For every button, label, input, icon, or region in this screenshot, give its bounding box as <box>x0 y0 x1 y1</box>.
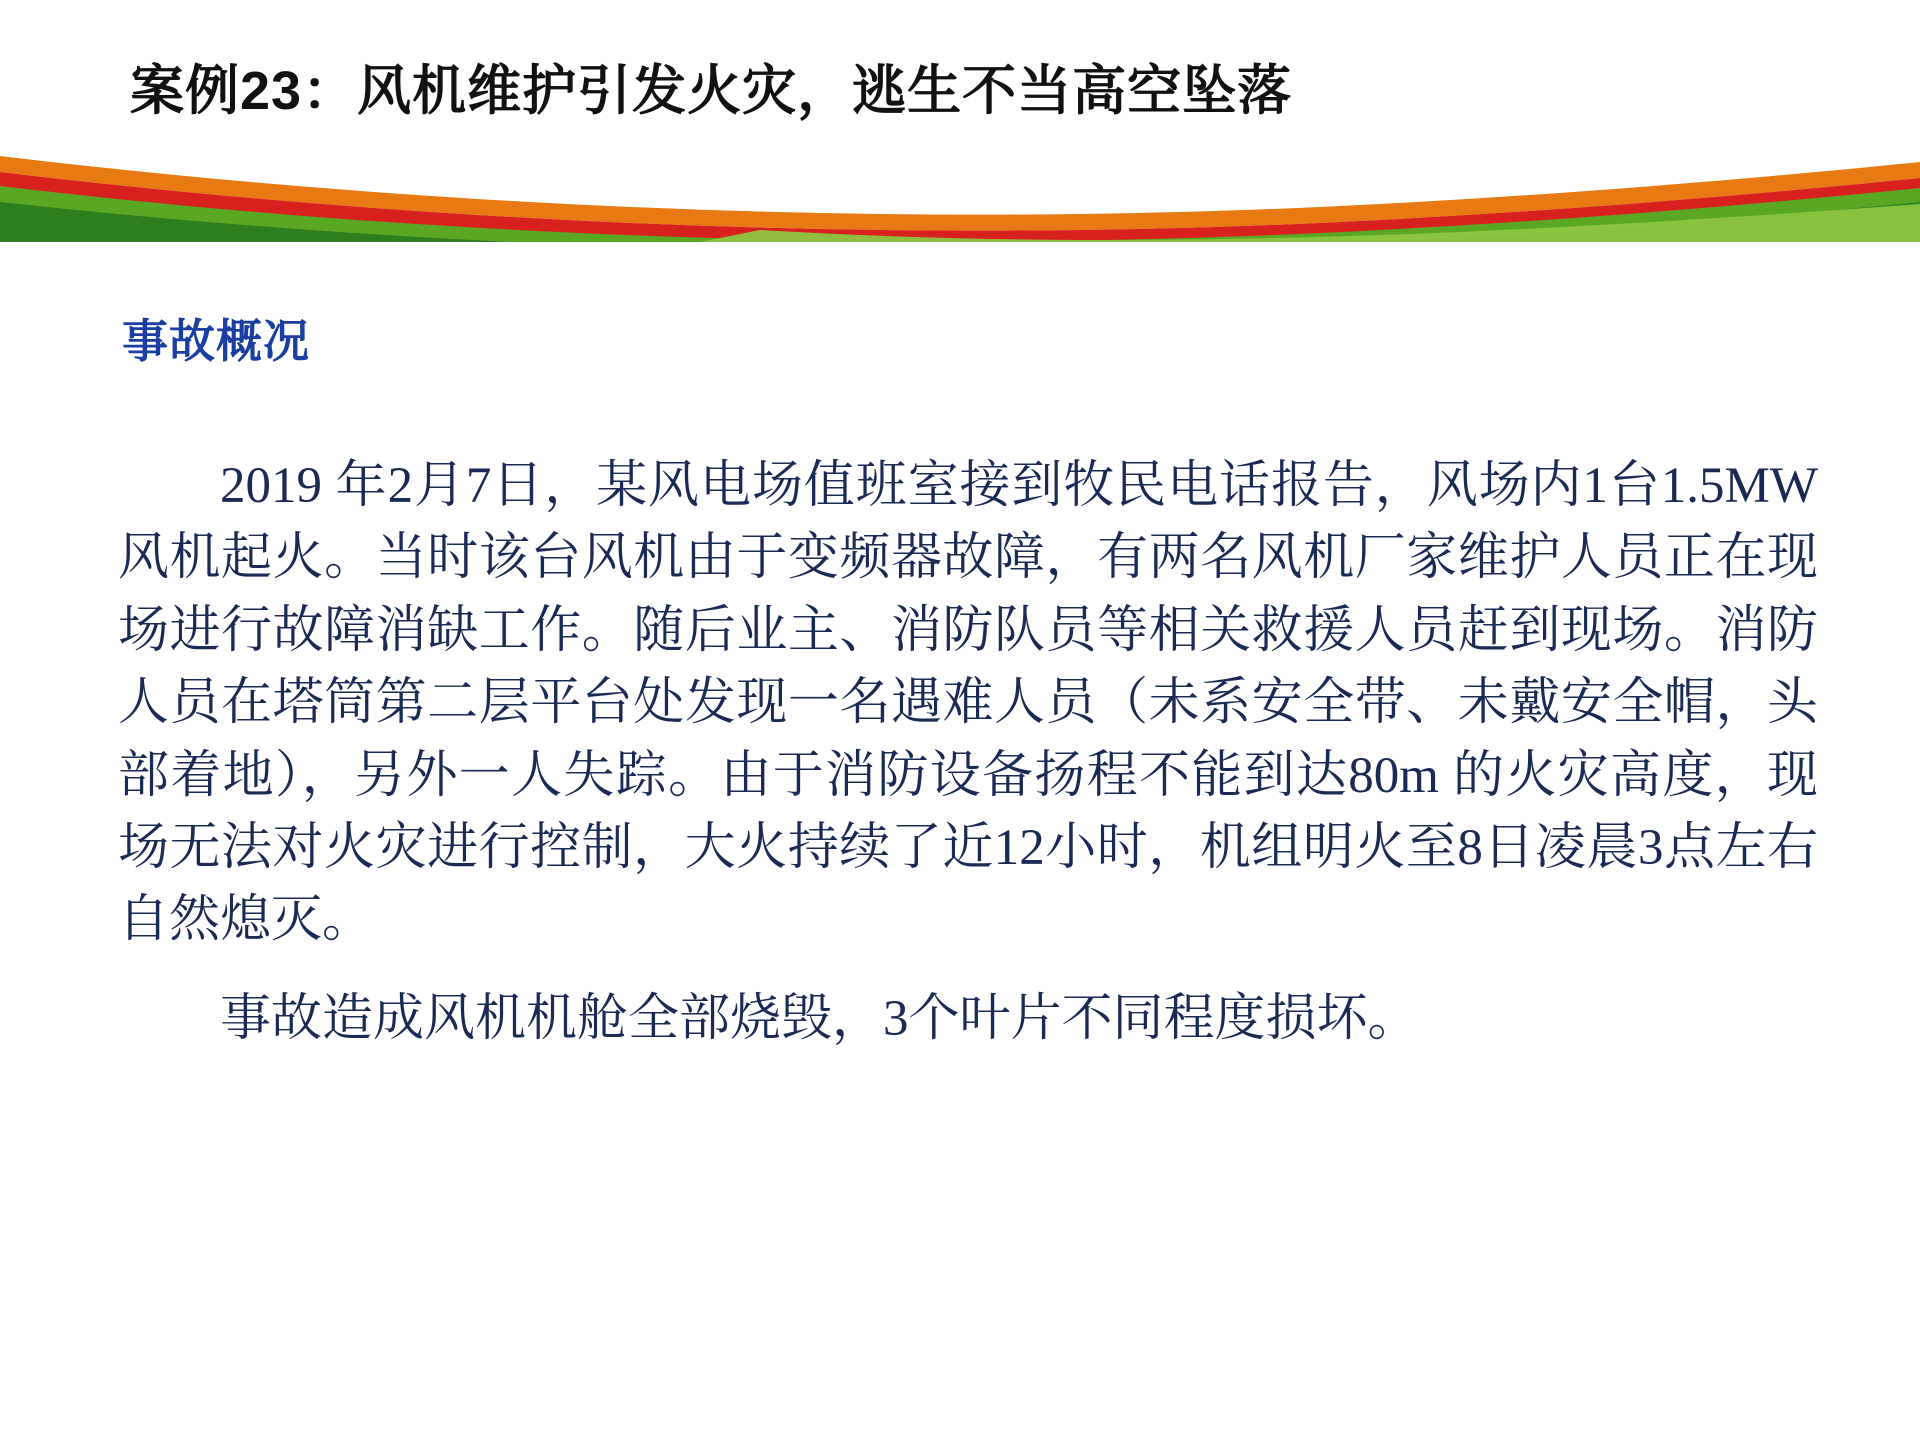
section-heading: 事故概况 <box>122 315 310 367</box>
decorative-banner <box>0 152 1920 242</box>
page-title: 案例23：风机维护引发火灾，逃生不当高空坠落 <box>130 61 1293 121</box>
body-content <box>118 450 1818 1055</box>
paragraph-1: 2019 年2月7日，某风电场值班室接到牧民电话报告，风场内1台1.5MW风机起火。当时该台风机由于变频器故障，有两名风机厂家维护人员正在现场进行故障消缺工作。随后业主、消防队员等相关救援人员赶到现场。消防人员在塔筒第二层平台处发现一名遇难人员（未系安全带、未戴安全帽，头部着地），另外一人失踪。由于消防设备扬程不能到达80m 的火灾高度，现场无法对火灾进行控制，大火持续了近12小时，机组明火至8日凌晨3点左右自然熄灭。 <box>118 458 1818 949</box>
paragraph-2: 事故造成风机机舱全部烧毁，3个叶片不同程度损坏。 <box>220 990 1419 1047</box>
banner-waves-icon <box>0 152 1920 242</box>
